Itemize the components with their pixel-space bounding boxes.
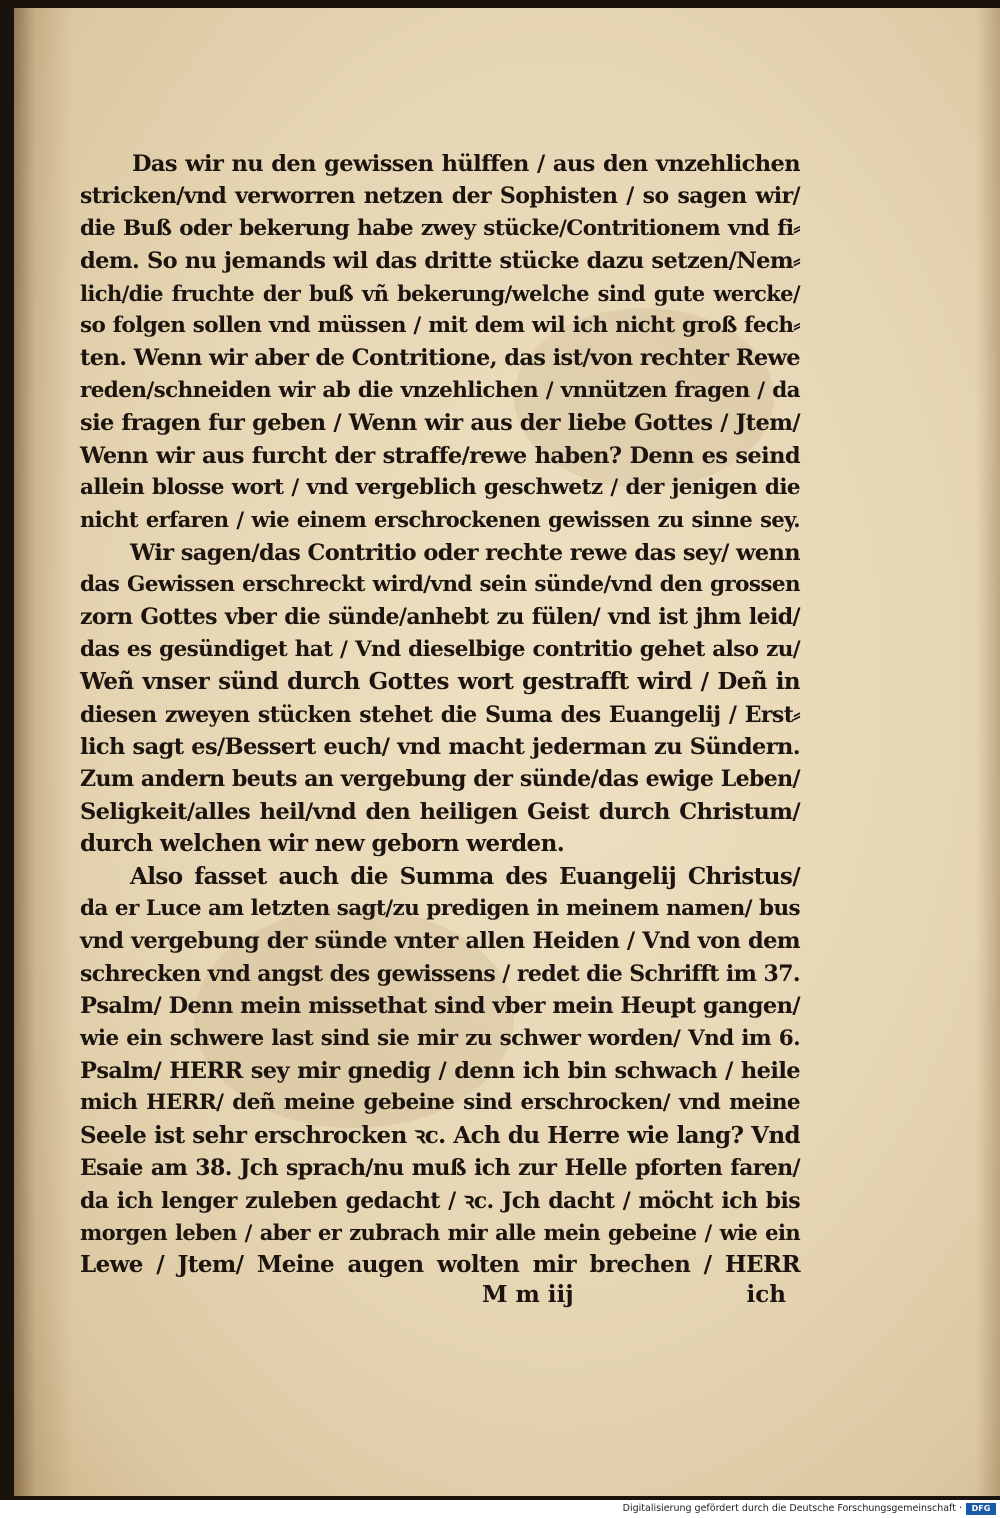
text-line: dem. So nu jemands wil das dritte stücke dazu setzen/Nem⸗ [80, 248, 800, 275]
text-line: zorn Gottes vber die sünde/anhebt zu fülen/ vnd ist jhm leid/ [80, 604, 800, 631]
text-line: reden/schneiden wir ab die vnzehlichen / vnnützen fragen / da [80, 377, 800, 403]
text-line: Wir sagen/das Contritio oder rechte rewe das sey/ wenn [130, 539, 800, 566]
text-line: das es gesündiget hat / Vnd dieselbige contritio gehet also zu/ [80, 636, 800, 662]
text-line: Esaie am 38. Jch sprach/nu muß ich zur Helle pforten faren/ [80, 1155, 800, 1182]
text-line: vnd vergebung der sünde vnter allen Heiden / Vnd von dem [80, 928, 800, 955]
text-line: lich/die fruchte der buß vñ bekerung/welche sind gute wercke/ [80, 280, 800, 306]
text-line: Psalm/ HERR sey mir gnedig / denn ich bin schwach / heile [80, 1057, 800, 1084]
catchword: ich [746, 1281, 786, 1308]
page-gutter [14, 8, 74, 1496]
page-text [80, 148, 800, 1282]
dfg-logo: DFG [966, 1503, 996, 1515]
text-line: da ich lenger zuleben gedacht / ꝛc. Jch dacht / möcht ich bis [80, 1187, 800, 1214]
text-line: ten. Wenn wir aber de Contritione, das ist/von rechter Rewe [80, 345, 801, 372]
text-line: Weñ vnser sünd durch Gottes wort gestrafft wird / Deñ in [80, 668, 800, 696]
text-line: lich sagt es/Bessert euch/ vnd macht jederman zu Sündern. [80, 734, 800, 761]
text-line: stricken/vnd verworren netzen der Sophisten / so sagen wir/ [80, 183, 800, 210]
text-line: Seligkeit/alles heil/vnd den heiligen Geist durch Christum/ [80, 798, 800, 825]
text-line: allein blosse wort / vnd vergeblich geschwetz / der jenigen die [80, 474, 800, 500]
text-line: morgen leben / aber er zubrach mir alle mein gebeine / wie ein [80, 1219, 800, 1245]
page-edge-shadow [976, 8, 1000, 1496]
text-line: Wenn wir aus furcht der straffe/rewe haben? Denn es seind [80, 442, 800, 469]
text-line: durch welchen wir new geborn werden. [80, 830, 565, 858]
text-line: wie ein schwere last sind sie mir zu schwer worden/ Vnd im 6. [80, 1025, 800, 1051]
text-line: diesen zweyen stücken stehet die Suma des Euangelij / Erst⸗ [80, 701, 800, 728]
text-line: Psalm/ Denn mein missethat sind vber mein Heupt gangen/ [80, 993, 800, 1020]
signature-mark: M m iij [482, 1281, 574, 1308]
text-line: die Buß oder bekerung habe zwey stücke/Contritionem vnd fi⸗ [80, 215, 800, 241]
text-line: da er Luce am letzten sagt/zu predigen in meinem namen/ bus [80, 895, 800, 921]
text-line: Seele ist sehr erschrocken ꝛc. Ach du Herre wie lang? Vnd [80, 1121, 800, 1149]
page-footer-line [80, 1281, 800, 1315]
text-line: Das wir nu den gewissen hülffen / aus den vnzehlichen [132, 151, 800, 177]
text-line: Also fasset auch die Summa des Euangelij Christus/ [130, 862, 800, 890]
text-line: schrecken vnd angst des gewissens / redet die Schrifft im 37. [80, 960, 800, 987]
text-line: nicht erfaren / wie einem erschrockenen gewissen zu sinne sey. [80, 507, 800, 533]
text-line: Zum andern beuts an vergebung der sünde/das ewige Leben/ [80, 766, 800, 793]
digitization-footer [0, 1500, 1000, 1518]
text-line: Lewe / Jtem/ Meine augen wolten mir brechen / HERR [80, 1251, 800, 1279]
text-line: sie fragen fur geben / Wenn wir aus der liebe Gottes / Jtem/ [80, 410, 800, 437]
text-line: mich HERR/ deñ meine gebeine sind erschrocken/ vnd meine [80, 1090, 800, 1116]
text-line: so folgen sollen vnd müssen / mit dem wil ich nicht groß fech⸗ [80, 312, 800, 338]
funding-credit: Digitalisierung gefördert durch die Deutsche Forschungsgemeinschaft · [622, 1503, 962, 1514]
text-line: das Gewissen erschreckt wird/vnd sein sünde/vnd den grossen [80, 572, 800, 598]
